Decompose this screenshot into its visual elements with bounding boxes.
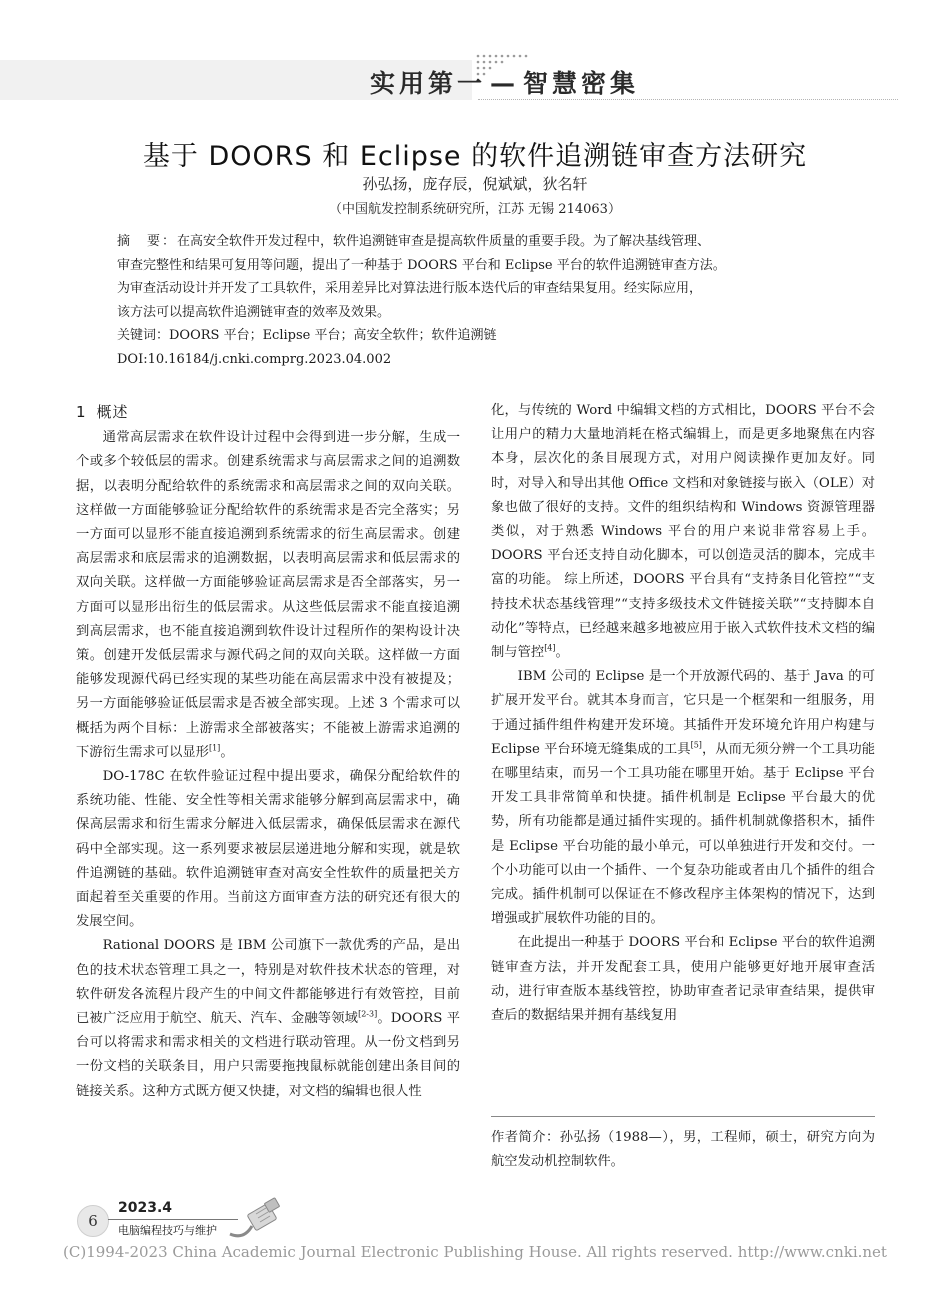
doi: DOI:10.16184/j.cnki.comprg.2023.04.002: [117, 351, 392, 367]
paragraph-3: [76, 934, 460, 1103]
network-cable-icon: [226, 1196, 286, 1244]
abstract-line-1: [117, 230, 839, 254]
paragraph-3-text-b: 。DOORS 平台可以将需求和需求相关的文档进行联动管理。从一份文档到另一份文档的关联条目，用户只需要拖拽鼠标就能创建出条目间的链接关系。这种方式既方便又快捷，对文档的编辑也很人性: [76, 1011, 461, 1099]
abstract-label: 摘 要：: [117, 234, 178, 249]
paragraph-1-end: 。: [220, 744, 234, 760]
column-banner: [0, 52, 950, 107]
footer-rule: [108, 1219, 238, 1220]
abstract-text-1: 在高安全软件开发过程中，软件追溯链审查是提高软件质量的重要手段。为了解决基线管理、: [177, 234, 711, 249]
paragraph-3-cont-end: 。: [555, 645, 569, 661]
paragraph-4-text-b: ，从而无须分辨一个工具功能在哪里结束，而另一个工具功能在哪里开始。基于 Eclipse 平台开发工具非常简单和快捷。插件机制是 Eclipse 平台最大的优势，所有功能都是通过插件实现的。插件机制就像搭积木，插件是 Eclipse 平台功能的最小单元，可以单独进行开发和交付。一个小功能可以由一个插件、一个复杂功能或者由几个插件的组合完成。插件机制可以保证在不修改程序主体架构的情况下，达到增强或扩展软件功能的目的。: [491, 741, 876, 927]
paragraph-3-continued: [491, 399, 875, 665]
abstract-line-3: 为审查活动设计并开发了工具软件，采用差异比对算法进行版本迭代后的审查结果复用。经实际应用，: [117, 281, 703, 296]
left-column: [76, 400, 460, 1104]
column-title: [370, 64, 639, 100]
column-title-left: 实用第一: [370, 69, 487, 98]
copyright-notice: (C)1994-2023 China Academic Journal Electronic Publishing House. All rights reserved. http://www.cnki.net: [63, 1243, 887, 1261]
paragraph-1-text: 通常高层需求在软件设计过程中会得到进一步分解，生成一个或多个较低层的需求。创建系统需求与高层需求之间的追溯数据，以表明分配给软件的系统需求和高层需求之间的双向关联。这样做一方面能够验证分配给软件的系统需求是否完全落实；另一方面可以显形不能直接追溯到系统需求的衍生高层需求。创建高层需求和底层需求的追溯数据，以表明高层需求和低层需求的双向关联。这样做一方面能够验证高层需求是否全部落实，另一方面可以显形出衍生的低层需求。从这些低层需求不能直接追溯到高层需求，也不能直接追溯到软件设计过程所作的架构设计决策。创建开发低层需求与源代码之间的双向关联。这样做一方面能够发现源代码已经实现的某些功能在高层需求中没有被提及；另一方面能够验证低层需求是否被全部实现。上述 3 个需求可以概括为两个目标：上游需求全部被落实；不能被上游需求追溯的下游衍生需求可以显形: [76, 430, 460, 760]
magazine-name: 电脑编程技巧与维护: [118, 1224, 217, 1237]
paper-title: 基于 DOORS 和 Eclipse 的软件追溯链审查方法研究: [142, 141, 808, 172]
column-title-dash: —: [490, 69, 520, 98]
citation-5: [5]: [690, 740, 702, 750]
citation-4: [4]: [544, 643, 556, 653]
paper-authors: 孙弘扬，庞存辰，倪斌斌，狄名轩: [362, 175, 588, 193]
author-bio-text: 作者简介：孙弘扬（1988—），男，工程师，硕士，研究方向为航空发动机控制软件。: [491, 1130, 875, 1169]
page-number: 6: [77, 1205, 109, 1237]
paragraph-2: DO-178C 在软件验证过程中提出要求，确保分配给软件的系统功能、性能、安全性等相关需求能够分解到高层需求中，确保高层需求和衍生需求分解进入低层需求，确保低层需求在源代码中全部实现。这一系列要求被层层递进地分解和实现，就是软件追溯链的基础。软件追溯链审查对高安全性软件的质量把关方面起着至关重要的作用。当前这方面审查方法的研究还有很大的发展空间。: [76, 769, 460, 930]
abstract-block: [117, 230, 839, 371]
paragraph-3-cont-text: 化，与传统的 Word 中编辑文档的方式相比，DOORS 平台不会让用户的精力大量地消耗在格式编辑上，而是更多地聚焦在内容本身，层次化的条目展现方式，对用户阅读操作更加友好。同时，对导入和导出其他 Office 文档和对象链接与嵌入（OLE）对象也做了很好的支持。文件的组织结构和 Windows 资源管理器类似，对于熟悉 Windows 平台的用户来说非常容易上手。DOORS 平台还支持自动化脚本，可以创造灵活的脚本，完成丰富的功能。 综上所述，DOORS 平台具有“支持条目化管控”“支持技术状态基线管理”“支持多级技术文件链接关联”“支持脚本自动化”等特点，已经越来越多地被应用于嵌入式软件技术文档的编制与管控: [491, 403, 875, 661]
paragraph-3-text-a: Rational DOORS 是 IBM 公司旗下一款优秀的产品，是出色的技术状态管理工具之一，特别是对软件技术状态的管理，对软件研发各流程片段产生的中间文件都能够进行有效管控，目前已被广泛应用于航空、航天、汽车、金融等领域: [76, 938, 460, 1027]
right-column: [491, 399, 875, 1028]
keywords: 关键词：DOORS 平台；Eclipse 平台；高安全软件；软件追溯链: [117, 328, 497, 343]
column-title-right: 智慧密集: [523, 69, 640, 98]
section-number: 1: [76, 403, 87, 421]
section-title: 概述: [96, 403, 129, 421]
paragraph-4: [491, 665, 875, 931]
citation-1: [1]: [208, 743, 221, 753]
issue-label: 2023.4: [118, 1200, 173, 1216]
paragraph-4-text-a: IBM 公司的 Eclipse 是一个开放源代码的、基于 Java 的可扩展开发平台。就其本身而言，它只是一个框架和一组服务，用于通过插件组件构建开发环境。其插件开发环境允许用户构建与 Eclipse 平台环境无缝集成的工具: [491, 669, 875, 757]
footnote-divider: [491, 1116, 875, 1117]
abstract-line-2: 审查完整性和结果可复用等问题，提出了一种基于 DOORS 平台和 Eclipse 平台的软件追溯链审查方法。: [117, 257, 726, 273]
paper-affiliation: （中国航发控制系统研究所，江苏 无锡 214063）: [329, 202, 621, 217]
paragraph-1: [76, 426, 460, 765]
paragraph-5: 在此提出一种基于 DOORS 平台和 Eclipse 平台的软件追溯链审查方法，并开发配套工具，使用户能够更好地开展审查活动，进行审查版本基线管控，协助审查者记录审查结果，提供审查后的数据结果并拥有基线复用: [491, 935, 875, 1024]
author-bio: [491, 1126, 875, 1174]
citation-2-3: [2-3]: [358, 1009, 378, 1019]
abstract-line-4: 该方法可以提高软件追溯链审查的效率及效果。: [117, 304, 391, 320]
section-heading: [76, 400, 460, 424]
